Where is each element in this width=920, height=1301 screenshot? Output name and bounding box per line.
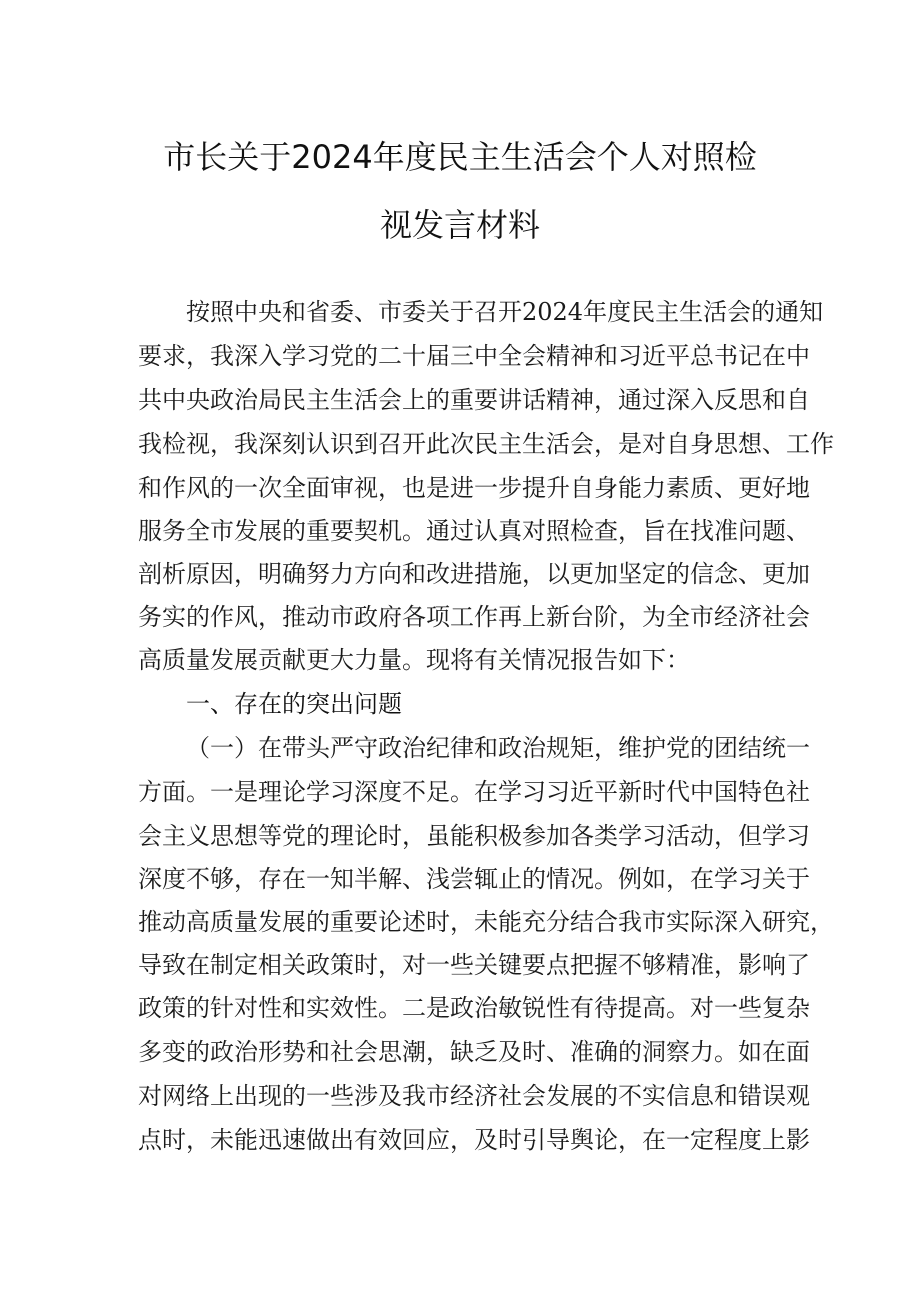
intro-paragraph-line: 服务全市发展的重要契机。通过认真对照检查，旨在找准问题、	[138, 517, 810, 545]
intro-paragraph-line: 务实的作风，推动市政府各项工作再上新台阶，为全市经济社会	[138, 603, 810, 631]
intro-paragraph-line: 和作风的一次全面审视，也是进一步提升自身能力素质、更好地	[138, 474, 810, 502]
section-paragraph-line: 方面。一是理论学习深度不足。在学习习近平新时代中国特色社	[138, 778, 810, 806]
document-title-line-1: 市长关于2024年度民主生活会个人对照检	[163, 138, 757, 176]
section-paragraph-line: 会主义思想等党的理论时，虽能积极参加各类学习活动，但学习	[138, 822, 810, 850]
intro-paragraph-line: 按照中央和省委、市委关于召开2024年度民主生活会的通知	[186, 298, 824, 326]
section-paragraph-line: 政策的针对性和实效性。二是政治敏锐性有待提高。对一些复杂	[138, 994, 810, 1022]
section-paragraph-line: 深度不够，存在一知半解、浅尝辄止的情况。例如，在学习关于	[138, 865, 810, 893]
section-heading: 一、存在的突出问题	[186, 690, 402, 718]
intro-paragraph-line: 高质量发展贡献更大力量。现将有关情况报告如下：	[138, 646, 690, 674]
document-title-line-2: 视发言材料	[379, 206, 540, 244]
section-paragraph-line: （一）在带头严守政治纪律和政治规矩，维护党的团结统一	[186, 734, 810, 762]
section-paragraph-line: 推动高质量发展的重要论述时，未能充分结合我市实际深入研究，	[138, 908, 834, 936]
section-paragraph-line: 多变的政治形势和社会思潮，缺乏及时、准确的洞察力。如在面	[138, 1038, 810, 1066]
intro-paragraph-line: 剖析原因，明确努力方向和改进措施，以更加坚定的信念、更加	[138, 560, 810, 588]
intro-paragraph-line: 我检视，我深刻认识到召开此次民主生活会，是对自身思想、工作	[138, 430, 834, 458]
section-paragraph-line: 导致在制定相关政策时，对一些关键要点把握不够精准，影响了	[138, 951, 810, 979]
intro-paragraph-line: 要求，我深入学习党的二十届三中全会精神和习近平总书记在中	[138, 342, 810, 370]
section-paragraph-line: 点时，未能迅速做出有效回应，及时引导舆论，在一定程度上影	[138, 1126, 810, 1154]
intro-paragraph-line: 共中央政治局民主生活会上的重要讲话精神，通过深入反思和自	[138, 386, 810, 414]
section-paragraph-line: 对网络上出现的一些涉及我市经济社会发展的不实信息和错误观	[138, 1082, 810, 1110]
